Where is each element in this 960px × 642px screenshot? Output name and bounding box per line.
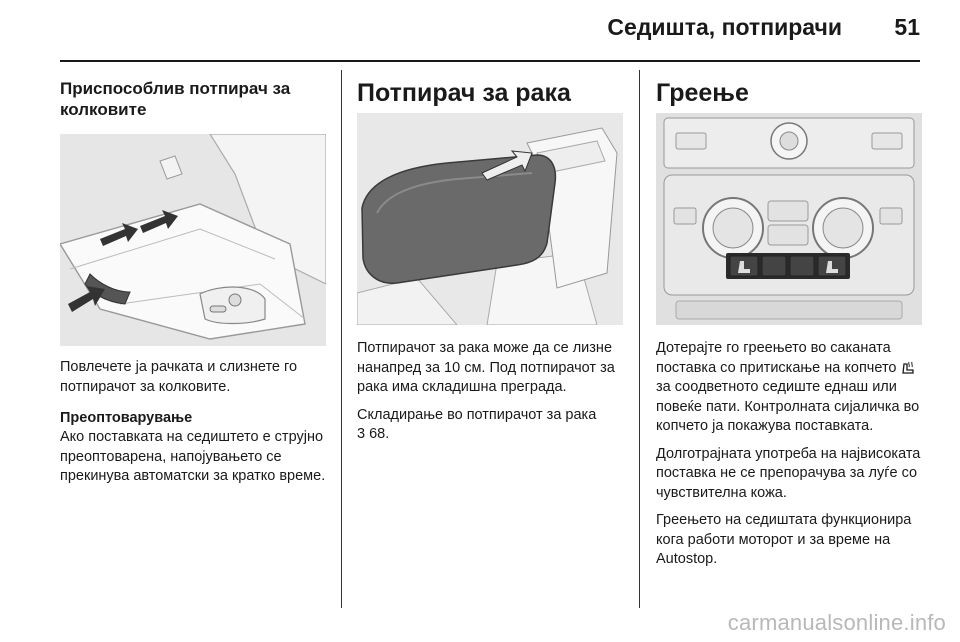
armrest-illustration [357,113,623,325]
paragraph: Греењето на седиштата функционира кога работи моторот и за време на Autostop. [656,512,912,567]
paragraph-reference [357,406,623,445]
paragraph: Потпирачот за рака може да се лизне нанапред за 10 см. Под потпирачот за рака има складишна преграда. [357,340,615,395]
column-armrest [357,70,623,445]
page-header [0,0,960,62]
paragraph-text: Складирање во потпирачот за рака [357,406,597,423]
subheading: Преоптоварување [60,410,193,426]
section-heading: Греење [656,79,749,107]
section-title: Седишта, потпирачи [607,14,842,40]
watermark: carmanualsonline.info [727,610,946,635]
reference-page[interactable]: 68. [369,426,390,442]
paragraph-text: за соодветното седиште еднаш или повеќе пати. Контролната сијаличка во копчето ја покажува поставката. [656,379,920,434]
column-divider [639,70,640,608]
paragraph-text: Дотерајте го греењето во саканата поставка со притискање на копчето [656,340,897,376]
column-hip-support [60,70,326,487]
hip-support-figure [60,134,326,346]
seat-illustration [60,134,326,346]
header-rule [60,60,920,62]
reference-arrow-icon: 3 [357,426,366,442]
armrest-figure [357,113,623,325]
climate-panel-illustration [656,113,922,325]
seat-heater-icon [901,360,915,374]
section-heading: Приспособлив потпирач за колковите [60,79,291,119]
paragraph: Долготрајната употреба на највисоката поставка не се препорачува за луѓе со чувствителна кожа. [656,445,921,501]
column-divider [341,70,342,608]
page-number: 51 [894,14,920,40]
section-heading: Потпирач за рака [357,79,571,107]
paragraph [656,339,922,437]
heating-controls-figure [656,113,922,325]
paragraph: Повлечете ја рачката и слизнете го потпирачот за колковите. [60,359,298,395]
paragraph: Ако поставката на седиштето е струјно преоптоварена, напојувањето се прекинува автоматски за кратко време. [60,429,326,484]
column-heating [656,70,922,570]
